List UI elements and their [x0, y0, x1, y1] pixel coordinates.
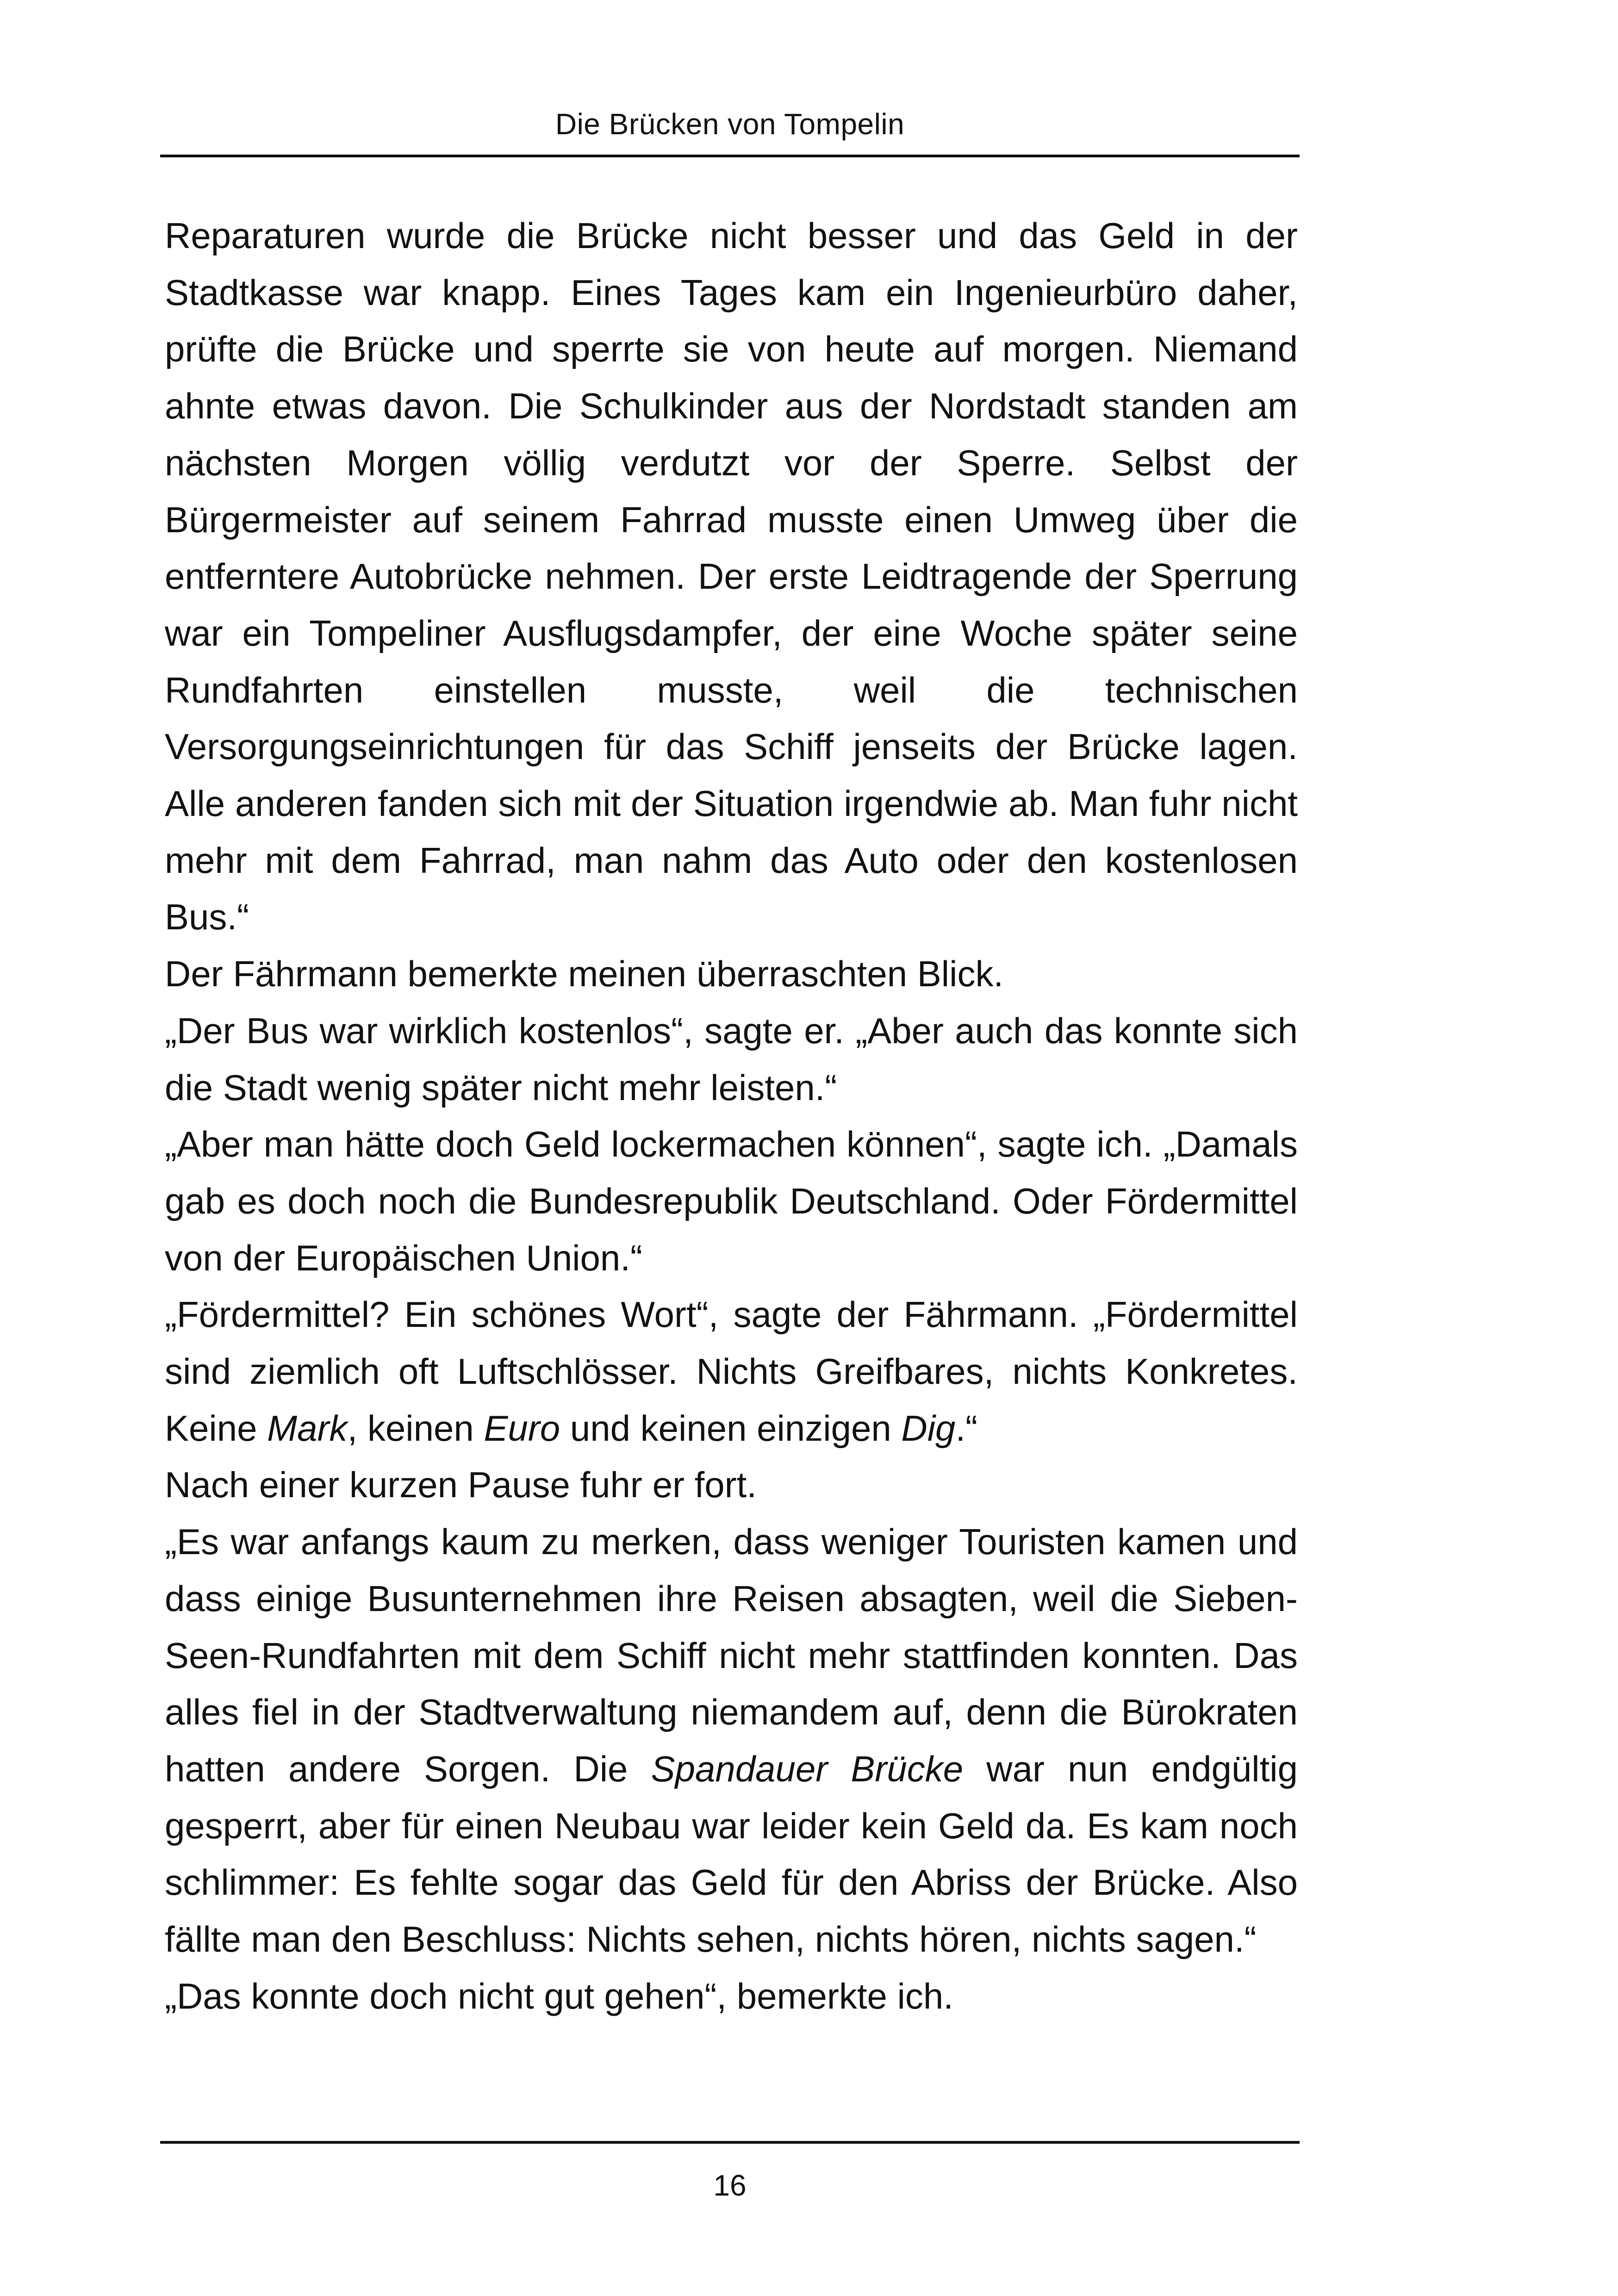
running-head: Die Brücken von Tompelin — [555, 107, 905, 141]
paragraph-5 — [165, 1286, 1298, 1456]
paragraph-6: Nach einer kurzen Pause fuhr er fort. — [165, 1464, 757, 1506]
italic-term-dig: Dig — [901, 1407, 956, 1449]
body-text — [165, 207, 1298, 2025]
italic-term-spandauer-bruecke: Spandauer Brücke — [651, 1748, 964, 1789]
italic-term-mark: Mark — [267, 1407, 348, 1449]
page-number: 16 — [713, 2169, 747, 2202]
paragraph-7 — [165, 1513, 1298, 1968]
paragraph-4: „Aber man hätte doch Geld lockermachen können“, sagte ich. „Damals gab es doch noch die Bundesrepublik Deutschland. Oder Fördermittel von der Europäischen Union.“ — [165, 1124, 1298, 1278]
paragraph-5-text: .“ — [955, 1407, 978, 1449]
header-rule — [160, 155, 1300, 157]
paragraph-5-text: „Fördermittel? Ein schönes Wort“, sagte der Fährmann. „Fördermittel sind ziemlich oft Luftschlösser. Nichts Greifbares, nichts Konkretes. Keine — [165, 1294, 1298, 1449]
italic-term-euro: Euro — [484, 1407, 560, 1449]
paragraph-1: Reparaturen wurde die Brücke nicht besser und das Geld in der Stadtkasse war knapp. Eines Tages kam ein Ingenieurbüro daher, prüfte die Brücke und sperrte sie von heute auf morgen. Niemand ahnte etwas davon. Die Schulkinder aus der Nordstadt standen am nächsten Morgen völlig verdutzt vor der Sperre. Selbst der Bürgermeister auf seinem Fahrrad musste einen Umweg über die entferntere Autobrücke nehmen. Der erste Leidtragende der Sperrung war ein Tompeliner Ausflugsdampfer, der eine Woche später seine Rundfahrten einstellen musste, weil die technischen Versorgungseinrichtungen für das Schiff jenseits der Brücke lagen. Alle anderen fanden sich mit der Situation irgendwie ab. Man fuhr nicht mehr mit dem Fahrrad, man nahm das Auto oder den kostenlosen Bus.“ — [165, 215, 1298, 938]
paragraph-5-text: , keinen — [347, 1407, 484, 1449]
paragraph-7-text: „Es war anfangs kaum zu merken, dass weniger Touristen kamen und dass einige Busunternehmen ihre Reisen absagten, weil die Sieben-Seen-Rundfahrten mit dem Schiff nicht mehr stattfinden konnten. Das alles fiel in der Stadtverwaltung niemandem auf, denn die Bürokraten hatten andere Sorgen. Die — [165, 1521, 1298, 1789]
paragraph-8: „Das konnte doch nicht gut gehen“, bemerkte ich. — [165, 1975, 953, 2016]
paragraph-7-text: war nun endgültig gesperrt, aber für einen Neubau war leider kein Geld da. Es kam noch schlimmer: Es fehlte sogar das Geld für den Abriss der Brücke. Also fällte man den Beschluss: Nichts sehen, nichts hören, nichts sagen.“ — [165, 1748, 1298, 1960]
footer-rule — [160, 2141, 1300, 2144]
paragraph-3: „Der Bus war wirklich kostenlos“, sagte er. „Aber auch das konnte sich die Stadt wenig später nicht mehr leisten.“ — [165, 1010, 1298, 1108]
paragraph-5-text: und keinen einzigen — [560, 1407, 902, 1449]
paragraph-2: Der Fährmann bemerkte meinen überraschten Blick. — [165, 953, 1004, 995]
